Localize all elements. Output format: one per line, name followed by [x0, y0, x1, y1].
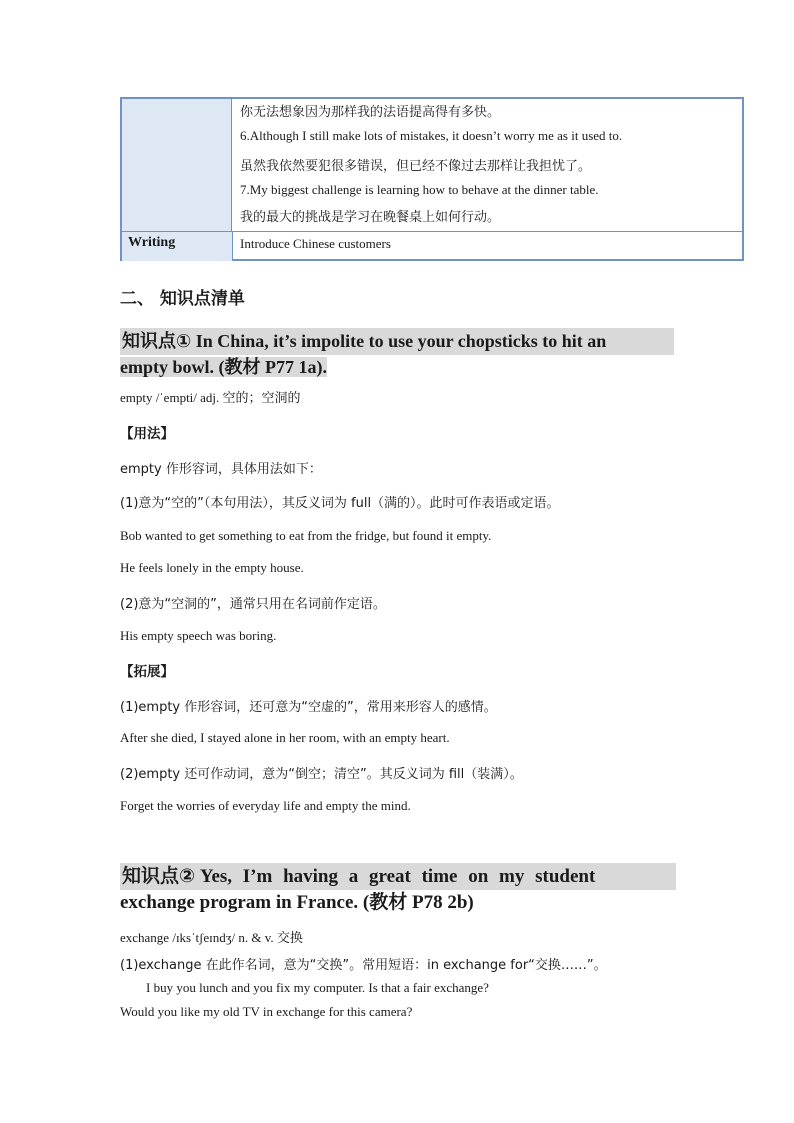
usage-item-2: (2)意为“空洞的”，通常只用在名词前作定语。 — [120, 597, 386, 612]
point2-sentence-line1: Yes, I’m having a great time on my student — [199, 866, 596, 887]
table-line: 6.Although I still make lots of mistakes, it doesn’t worry me as it used to. — [240, 128, 623, 143]
point2-heading — [120, 863, 676, 890]
section-title: 二、 知识点清单 — [120, 289, 245, 309]
example-sentence: His empty speech was boring. — [120, 628, 277, 643]
point2-vocab: exchange /ɪksˈtʃeɪndʒ/ n. & v. 交换 — [120, 930, 303, 945]
example-sentence: Would you like my old TV in exchange for this camera? — [120, 1004, 413, 1019]
usage-intro: empty 作形容词，具体用法如下： — [120, 462, 322, 477]
point1-label: 知识点① — [122, 331, 192, 352]
expand-item-1: (1)empty 作形容词，还可意为“空虚的”，常用来形容人的感情。 — [120, 700, 497, 715]
point2-usage-1: (1)exchange 在此作名词，意为“交换”。常用短语：in exchange for“交换……”。 — [120, 958, 607, 973]
example-sentence: He feels lonely in the empty house. — [120, 560, 304, 575]
usage-tag: 【用法】 — [120, 426, 174, 442]
table-left-cell — [122, 99, 232, 231]
writing-value: Introduce Chinese customers — [240, 236, 391, 251]
point1-sentence-line2: empty bowl. (教材 P77 1a). — [120, 357, 327, 377]
writing-label: Writing — [128, 235, 176, 250]
table-col-divider — [232, 231, 233, 261]
table-line: 我的最大的挑战是学习在晚餐桌上如何行动。 — [240, 210, 501, 225]
point1-heading-line2 — [120, 354, 327, 380]
point1-heading — [120, 328, 674, 355]
table-line: 7.My biggest challenge is learning how to behave at the dinner table. — [240, 182, 599, 197]
summary-table — [120, 97, 744, 261]
point1-vocab: empty /ˈempti/ adj. 空的；空洞的 — [120, 390, 301, 405]
point2-label: 知识点② — [122, 865, 196, 887]
table-line: 虽然我依然要犯很多错误，但已经不像过去那样让我担忧了。 — [240, 159, 592, 174]
point1-sentence-line1: In China, it’s impolite to use your chopsticks to hit an — [195, 331, 607, 351]
example-sentence: I buy you lunch and you fix my computer. Is that a fair exchange? — [146, 980, 489, 995]
expand-item-2: (2)empty 还可作动词，意为“倒空；清空”。其反义词为 fill（装满）。 — [120, 767, 523, 782]
usage-item-1: (1)意为“空的”（本句用法），其反义词为 full（满的）。此时可作表语或定语。 — [120, 496, 560, 511]
example-sentence: Bob wanted to get something to eat from the fridge, but found it empty. — [120, 528, 492, 543]
expand-tag: 【拓展】 — [120, 664, 174, 680]
example-sentence: After she died, I stayed alone in her room, with an empty heart. — [120, 730, 450, 745]
point2-sentence-line2: exchange program in France. (教材 P78 2b) — [120, 892, 474, 913]
example-sentence: Forget the worries of everyday life and empty the mind. — [120, 798, 411, 813]
table-line: 你无法想象因为那样我的法语提高得有多快。 — [240, 105, 501, 120]
point2-heading-line2 — [120, 890, 474, 916]
